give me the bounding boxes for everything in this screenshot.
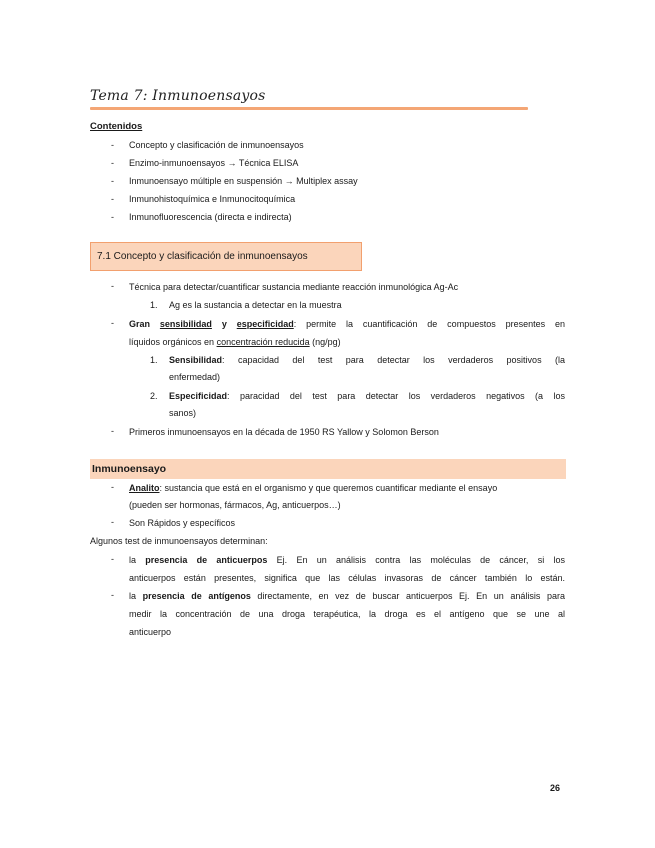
contents-item-text: Concepto y clasificación de inmunoensayos	[129, 140, 304, 150]
text-fragment: líquidos orgánicos en	[129, 337, 215, 347]
bullet-text-continued: anticuerpos están presentes, significa que las células invasoras de cáncer también lo están.	[129, 573, 565, 583]
text-fragment: : paracidad del test para detectar los verdaderos negativos (a los	[227, 391, 565, 401]
section-heading: 7.1 Concepto y clasificación de inmunoensayos	[97, 251, 308, 262]
contents-item	[111, 154, 551, 172]
bullet-dash: -	[111, 281, 114, 291]
section-heading: Inmunoensayo	[92, 463, 167, 475]
bullet-text	[129, 318, 565, 330]
text-fragment: : capacidad del test para detectar los verdaderos positivos (la	[222, 355, 565, 365]
term-sensibilidad-def: Sensibilidad	[169, 355, 223, 365]
contents-item-text: Inmunohistoquímica e Inmunocitoquímica	[129, 194, 296, 204]
sub-item-text-continued: enfermedad)	[169, 372, 221, 382]
bullet-text	[129, 590, 565, 602]
contents-item	[111, 172, 551, 190]
bullet-dash: -	[111, 158, 114, 168]
bullet-text-continued: (pueden ser hormonas, fármacos, Ag, anticuerpos…)	[129, 500, 341, 510]
bullet-dash: -	[111, 426, 114, 436]
bullet-text-rest: : permite la cuantificación de compuestos presentes en	[293, 319, 565, 329]
text-fragment: (ng/pg)	[312, 337, 341, 347]
term-presencia-anticuerpos: presencia de anticuerpos	[145, 555, 268, 565]
bullet-dash: -	[111, 176, 114, 186]
text-fragment: : sustancia que está en el organismo y que queremos cuantificar mediante el ensayo	[159, 483, 498, 493]
bullet-text-continued: anticuerpo	[129, 627, 172, 637]
term-gran: Gran	[129, 319, 151, 329]
sub-item-text-continued: sanos)	[169, 408, 197, 418]
sub-item-number: 1.	[150, 355, 158, 365]
term-especificidad: especificidad	[236, 319, 294, 329]
sub-item-text: Ag es la sustancia a detectar en la muestra	[169, 300, 342, 310]
bullet-dash: -	[111, 140, 114, 150]
bullet-text-continued	[129, 336, 341, 348]
text-fragment: Ej. En un análisis contra las moléculas de cáncer, si los	[276, 555, 565, 565]
section-heading-bar	[90, 459, 566, 479]
contents-item	[111, 208, 551, 226]
contents-list	[111, 136, 551, 226]
contents-item-text: Enzimo-inmunoensayos → Técnica ELISA	[129, 158, 299, 168]
bullet-text	[129, 554, 565, 566]
bullet-dash: -	[111, 590, 114, 600]
bullet-text: Técnica para detectar/cuantificar sustancia mediante reacción inmunológica Ag-Ac	[129, 282, 459, 292]
sub-item-number: 2.	[150, 391, 158, 401]
term-y: y	[221, 319, 227, 329]
bullet-text: Son Rápidos y específicos	[129, 518, 236, 528]
term-especificidad-def: Especificidad	[169, 391, 228, 401]
bullet-dash: -	[111, 194, 114, 204]
term-concentracion: concentración reducida	[216, 337, 310, 347]
text-fragment: la	[129, 591, 137, 601]
contents-item-text: Inmunoensayo múltiple en suspensión → Multiplex assay	[129, 176, 358, 186]
contents-item	[111, 190, 551, 208]
bullet-text-continued: medir la concentración de una droga terapéutica, la droga es el antígeno que se une al	[129, 609, 565, 619]
term-analito: Analito	[129, 483, 160, 493]
bullet-dash: -	[111, 554, 114, 564]
contents-item	[111, 136, 551, 154]
contents-item-text: Inmunofluorescencia (directa e indirecta)	[129, 212, 292, 222]
bullet-dash: -	[111, 517, 114, 527]
term-sensibilidad: sensibilidad	[159, 319, 212, 329]
bullet-dash: -	[111, 318, 114, 328]
paragraph-text: Algunos test de inmunoensayos determinan:	[90, 536, 268, 546]
sub-item-text	[169, 390, 565, 402]
page-title: Tema 7: Inmunoensayos	[90, 88, 266, 104]
sub-item-text	[169, 354, 565, 366]
title-underline-rule	[90, 107, 528, 110]
text-fragment: la	[129, 555, 137, 565]
text-fragment: directamente, en vez de buscar anticuerpos Ej. En un análisis para	[257, 591, 565, 601]
contents-label: Contenidos	[90, 121, 143, 132]
page-number: 26	[550, 783, 561, 793]
bullet-text: Primeros inmunoensayos en la década de 1950 RS Yallow y Solomon Berson	[129, 427, 439, 437]
bullet-dash: -	[111, 482, 114, 492]
bullet-text	[129, 482, 497, 494]
section-heading-box	[90, 242, 362, 271]
sub-item-number: 1.	[150, 300, 158, 310]
term-presencia-antigenos: presencia de antígenos	[142, 591, 251, 601]
bullet-dash: -	[111, 212, 114, 222]
